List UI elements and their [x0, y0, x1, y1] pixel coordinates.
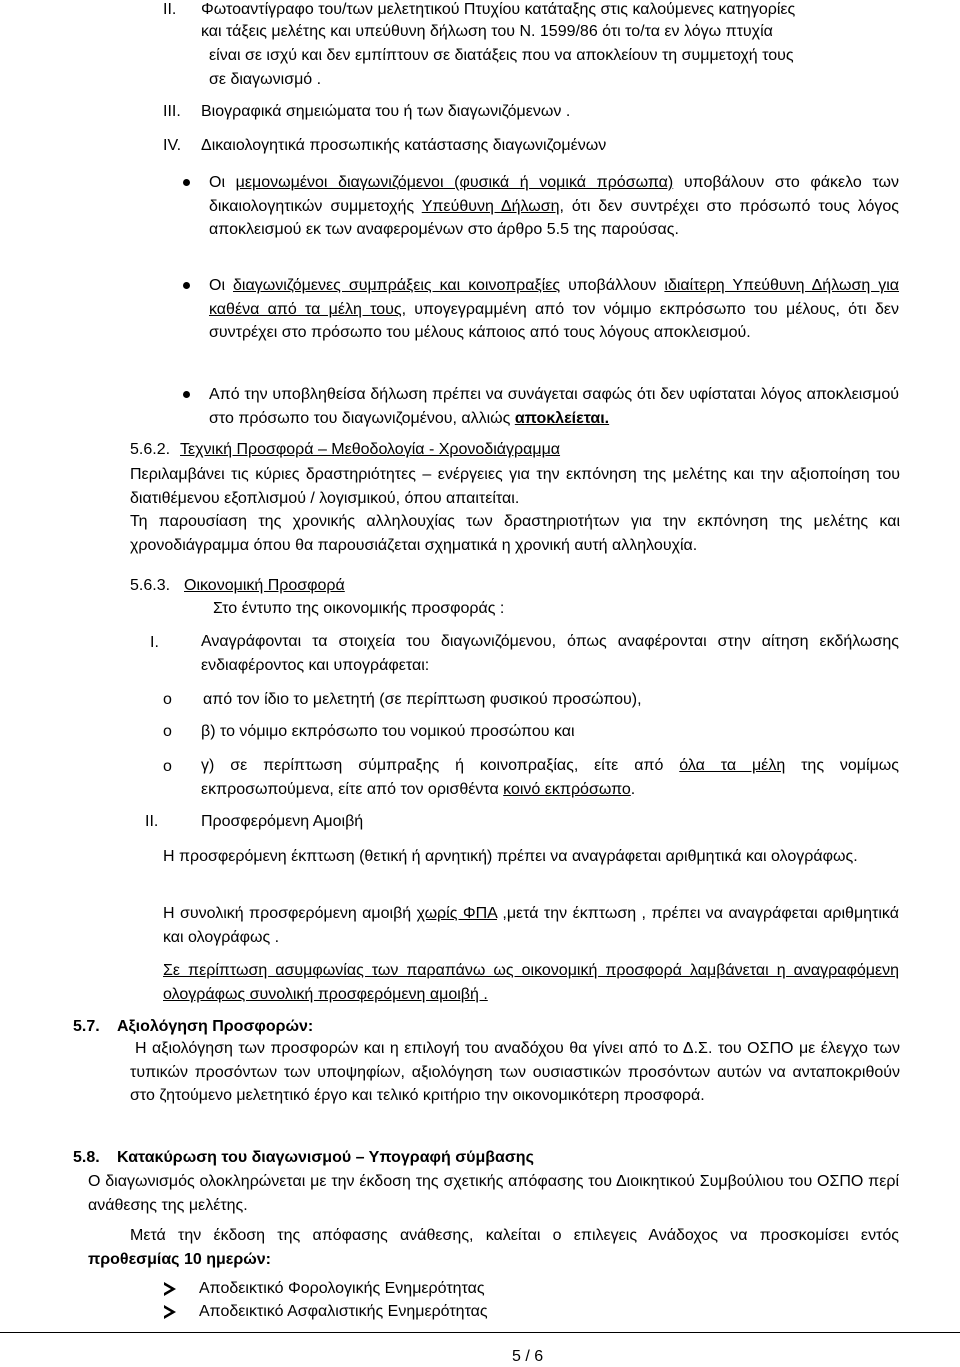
section-563-number: 5.6.3. — [130, 577, 171, 594]
bullet-exclusion-statement: Από την υποβληθείσα δήλωση πρέπει να συνάγεται σαφώς ότι δεν υφίσταται λόγος αποκλεισμού στο πρόσωπο του διαγωνιζομένου, αλλιώς αποκλείεται. — [209, 386, 899, 427]
section-562-number: 5.6.2. — [130, 441, 171, 458]
signer-option-2: β) το νόμιμο εκπρόσωπο του νομικού προσώπου και — [201, 723, 575, 740]
section-ii-line-1: Φωτοαντίγραφο του/των μελετητικού Πτυχίου κατάταξης στις καλούμενες κατηγορίες — [201, 1, 796, 18]
section-ii-line-3: είναι σε ισχύ και δεν εμπίπτουν σε διατάξεις που να αποκλείουν τη συμμετοχή τους — [209, 47, 794, 64]
signer-option-1: από τον ίδιο το μελετητή (σε περίπτωση φυσικού προσώπου), — [203, 691, 642, 708]
offered-fee-text: Η συνολική προσφερόμενη αμοιβή χωρίς ΦΠΑ ,μετά την έκπτωση , πρέπει να αναγράφεται αριθμητικά και ολογράφως . — [163, 905, 899, 946]
section-58-number: 5.8. — [73, 1149, 100, 1166]
section-58-paragraph-1: Ο διαγωνισμός ολοκληρώνεται με την έκδοση της σχετικής απόφασης του Διοικητικού Συμβούλιου του ΟΣΠΟ περί ανάθεσης της μελέτης. — [88, 1173, 899, 1214]
section-562-paragraph-1: Περιλαμβάνει τις κύριες δραστηριότητες – ενέργειες για την εκπόνηση της μελέτης και την αξιοποίηση του διατιθέμενου εξοπλισμού / λογισμικού, όπου απαιτείται. — [130, 466, 900, 507]
signer-option-3: γ) σε περίπτωση σύμπραξης ή κοινοπραξίας, είτε από όλα τα μέλη της νομίμως εκπροσωπούμενα, είτε από τον ορισθέντα κοινό εκπρόσωπο. — [201, 757, 899, 798]
section-57-number: 5.7. — [73, 1018, 100, 1035]
section-563-subtitle: Στο έντυπο της οικονομικής προσφοράς : — [213, 600, 505, 617]
bullet-dot-icon — [183, 282, 190, 289]
section-iii-number: III. — [163, 103, 181, 120]
item-ii-number: II. — [145, 813, 159, 830]
item-ii-title: Προσφερόμενη Αμοιβή — [201, 813, 364, 830]
section-ii-line-4: σε διαγωνισμό . — [209, 71, 322, 88]
section-563-title: Οικονομική Προσφορά — [184, 577, 345, 594]
circle-bullet: o — [163, 691, 172, 708]
circle-bullet: o — [163, 758, 172, 775]
section-57-title: Αξιολόγηση Προσφορών: — [117, 1018, 314, 1035]
section-iii-text: Βιογραφικά σημειώματα του ή των διαγωνιζόμενων . — [201, 103, 571, 120]
insurance-clearance-item: Αποδεικτικό Ασφαλιστικής Ενημερότητας — [199, 1303, 488, 1320]
arrow-bullet-icon — [164, 1282, 176, 1296]
bullet-dot-icon — [183, 391, 190, 398]
discrepancy-rule-text: Σε περίπτωση ασυμφωνίας των παραπάνω ως οικονομική προσφορά λαμβάνεται η αναγραφόμενη ολογράφως συνολική προσφερόμενη αμοιβή . — [163, 962, 899, 1003]
section-iv-title: Δικαιολογητικά προσωπικής κατάστασης διαγωνιζομένων — [201, 137, 607, 154]
item-i-text: Αναγράφονται τα στοιχεία του διαγωνιζόμενου, όπως αναφέρονται στην αίτηση εκδήλωσης ενδιαφέροντος και υπογράφεται: — [201, 633, 899, 674]
bullet-individual-participants: Οι μεμονωμένοι διαγωνιζόμενοι (φυσικά ή νομικά πρόσωπα) υποβάλουν στο φάκελο των δικαιολογητικών συμμετοχής Υπεύθυνη Δήλωση, ότι δεν συντρέχει στο πρόσωπό τους λόγος αποκλεισμού εκ των αναφερομένων στο άρθρο 5.5 της παρούσας. — [209, 174, 900, 238]
item-i-number: I. — [150, 634, 159, 651]
arrow-bullet-icon — [164, 1305, 176, 1319]
bullet-consortia: Οι διαγωνιζόμενες συμπράξεις και κοινοπραξίες υποβάλλουν ιδιαίτερη Υπεύθυνη Δήλωση για καθένα από τα μέλη τους, υπογεγραμμένη από τον νόμιμο εκπρόσωπο του μέλους, ότι δεν συντρέχει στο πρόσωπο του μέλους κάποιος από τους λόγους αποκλεισμού. — [209, 277, 900, 341]
offered-discount-text: Η προσφερόμενη έκπτωση (θετική ή αρνητική) πρέπει να αναγράφεται αριθμητικά και ολογράφως. — [163, 848, 858, 865]
section-58-paragraph-2: Μετά την έκδοση της απόφασης ανάθεσης, καλείται ο επιλεγεις Ανάδοχος να προσκομίσει εντός προθεσμίας 10 ημερών: — [88, 1227, 899, 1268]
section-562-title: Τεχνική Προσφορά – Μεθοδολογία - Χρονοδιάγραμμα — [180, 441, 561, 458]
section-ii-number: II. — [163, 1, 177, 18]
tax-clearance-item: Αποδεικτικό Φορολογικής Ενημερότητας — [199, 1280, 485, 1297]
footer-divider — [0, 1332, 960, 1333]
page-number: 5 / 6 — [512, 1348, 544, 1365]
section-57-paragraph: Η αξιολόγηση των προσφορών και η επιλογή του αναδόχου θα γίνει από το Δ.Σ. του ΟΣΠΟ με έλεγχο των τυπικών προσόντων των υποψηφίων, αξιολόγηση των ουσιαστικών προσόντων αυτών να ανταποκριθούν στο ζητούμενο μελετητικό έργο και τελικό κριτήριο την οικονομικότερη προσφορά. — [130, 1040, 900, 1104]
bullet-dot-icon — [183, 179, 190, 186]
section-562-paragraph-2: Τη παρουσίαση της χρονικής αλληλουχίας των δραστηριοτήτων για την εκπόνηση της μελέτης και χρονοδιάγραμμα όπου θα παρουσιάζεται σχηματικά η χρονική αυτή αλληλουχία. — [130, 513, 900, 554]
section-58-title: Κατακύρωση του διαγωνισμού – Υπογραφή σύμβασης — [117, 1149, 534, 1166]
section-ii-line-2: και τάξεις μελέτης και υπεύθυνη δήλωση του Ν. 1599/86 ότι το/τα εν λόγω πτυχία — [201, 23, 773, 40]
section-iv-number: IV. — [163, 137, 182, 154]
circle-bullet: o — [163, 723, 172, 740]
